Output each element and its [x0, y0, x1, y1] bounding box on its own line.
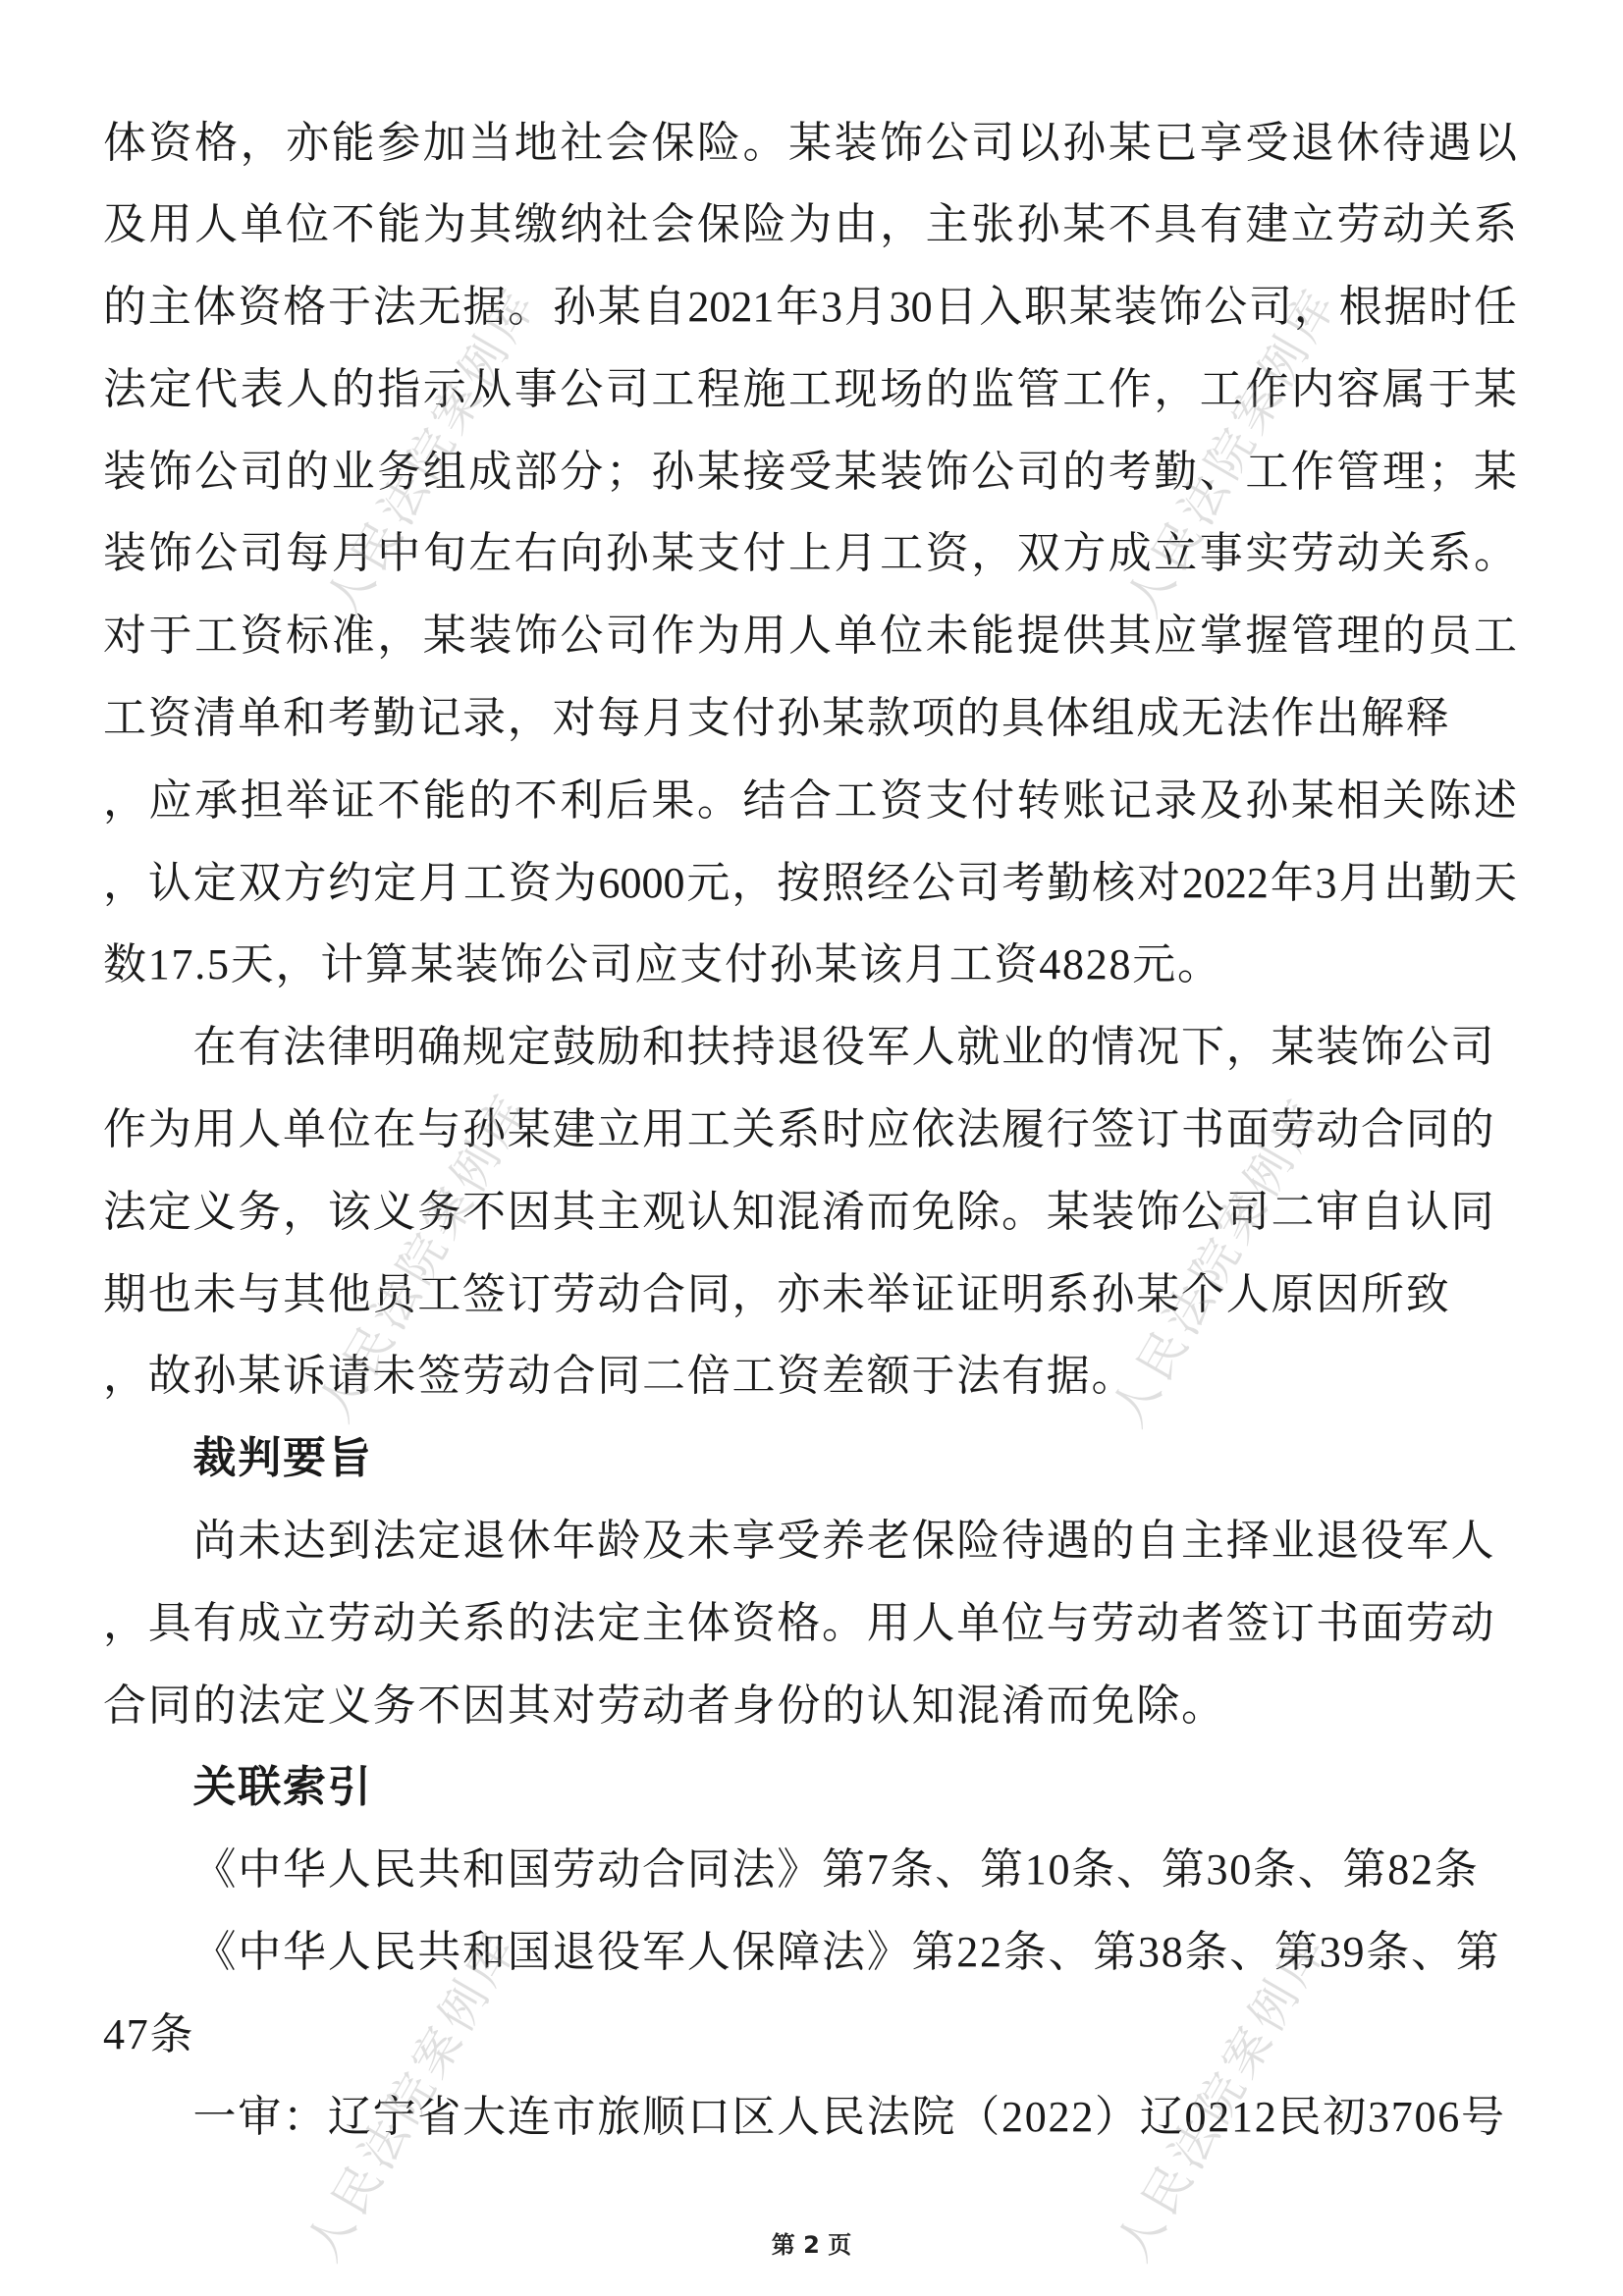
ruling-gist-line: 合同的法定义务不因其对劳动者身份的认知混淆而免除。	[103, 1681, 1226, 1730]
contract-paragraph-line: ，故孙某诉请未签劳动合同二倍工资差额于法有据。	[103, 1352, 1137, 1401]
watermark: 人民法院案例库	[1106, 1921, 1339, 2270]
watermark: 人民法院案例库	[1101, 1087, 1334, 1436]
related-index-line: 47条	[103, 2009, 195, 2058]
related-index-heading: 关联索引	[192, 1762, 373, 1813]
contract-paragraph-line: 法定义务，该义务不因其主观认知混淆而免除。某装饰公司二审自认同	[103, 1187, 1496, 1236]
reasoning-line: 的主体资格于法无据。孙某自2021年3月30日入职某装饰公司，根据时任	[103, 283, 1517, 332]
reasoning-line: 装饰公司每月中旬左右向孙某支付上月工资，双方成立事实劳动关系。	[103, 529, 1517, 578]
reasoning-line: 数17.5天，计算某装饰公司应支付孙某该月工资4828元。	[103, 940, 1222, 989]
related-index-line: 《中华人民共和国劳动合同法》第7条、第10条、第30条、第82条	[192, 1845, 1480, 1895]
ruling-gist-line: 尚未达到法定退休年龄及未享受养老保险待遇的自主择业退役军人	[192, 1517, 1496, 1566]
reasoning-line: 工资清单和考勤记录，对每月支付孙某款项的具体组成无法作出解释	[103, 694, 1451, 743]
first-instance-line: 一审：辽宁省大连市旅顺口区人民法院（2022）辽0212民初3706号	[192, 2092, 1506, 2141]
contract-paragraph-line: 期也未与其他员工签订劳动合同，亦未举证证明系孙某个人原因所致	[103, 1269, 1451, 1318]
ruling-gist-heading: 裁判要旨	[192, 1433, 373, 1484]
watermark: 人民法院案例库	[1115, 277, 1349, 626]
related-index-line: 《中华人民共和国退役军人保障法》第22条、第38条、第39条、第	[192, 1928, 1501, 1977]
page-number: 第 2 页	[771, 2231, 852, 2259]
watermark: 人民法院案例库	[315, 277, 549, 626]
watermark: 人民法院案例库	[296, 1921, 529, 2270]
reasoning-line: 装饰公司的业务组成部分；孙某接受某装饰公司的考勤、工作管理；某	[103, 447, 1517, 496]
reasoning-line: ，应承担举证不能的不利后果。结合工资支付转账记录及孙某相关陈述	[103, 775, 1517, 825]
contract-paragraph-line: 在有法律明确规定鼓励和扶持退役军人就业的情况下，某装饰公司	[192, 1023, 1496, 1072]
reasoning-line: ，认定双方约定月工资为6000元，按照经公司考勤核对2022年3月出勤天	[103, 858, 1517, 907]
reasoning-line: 体资格，亦能参加当地社会保险。某装饰公司以孙某已享受退休待遇以	[103, 118, 1517, 167]
contract-paragraph-line: 作为用人单位在与孙某建立用工关系时应依法履行签订书面劳动合同的	[103, 1105, 1496, 1154]
document-body	[103, 102, 1517, 2159]
reasoning-line: 法定代表人的指示从事公司工程施工现场的监管工作，工作内容属于某	[103, 364, 1517, 413]
watermark: 人民法院案例库	[307, 1082, 541, 1431]
ruling-gist-line: ，具有成立劳动关系的法定主体资格。用人单位与劳动者签订书面劳动	[103, 1598, 1496, 1647]
reasoning-line: 及用人单位不能为其缴纳社会保险为由，主张孙某不具有建立劳动关系	[103, 200, 1517, 249]
reasoning-line: 对于工资标准，某装饰公司作为用人单位未能提供其应掌握管理的员工	[103, 612, 1517, 661]
